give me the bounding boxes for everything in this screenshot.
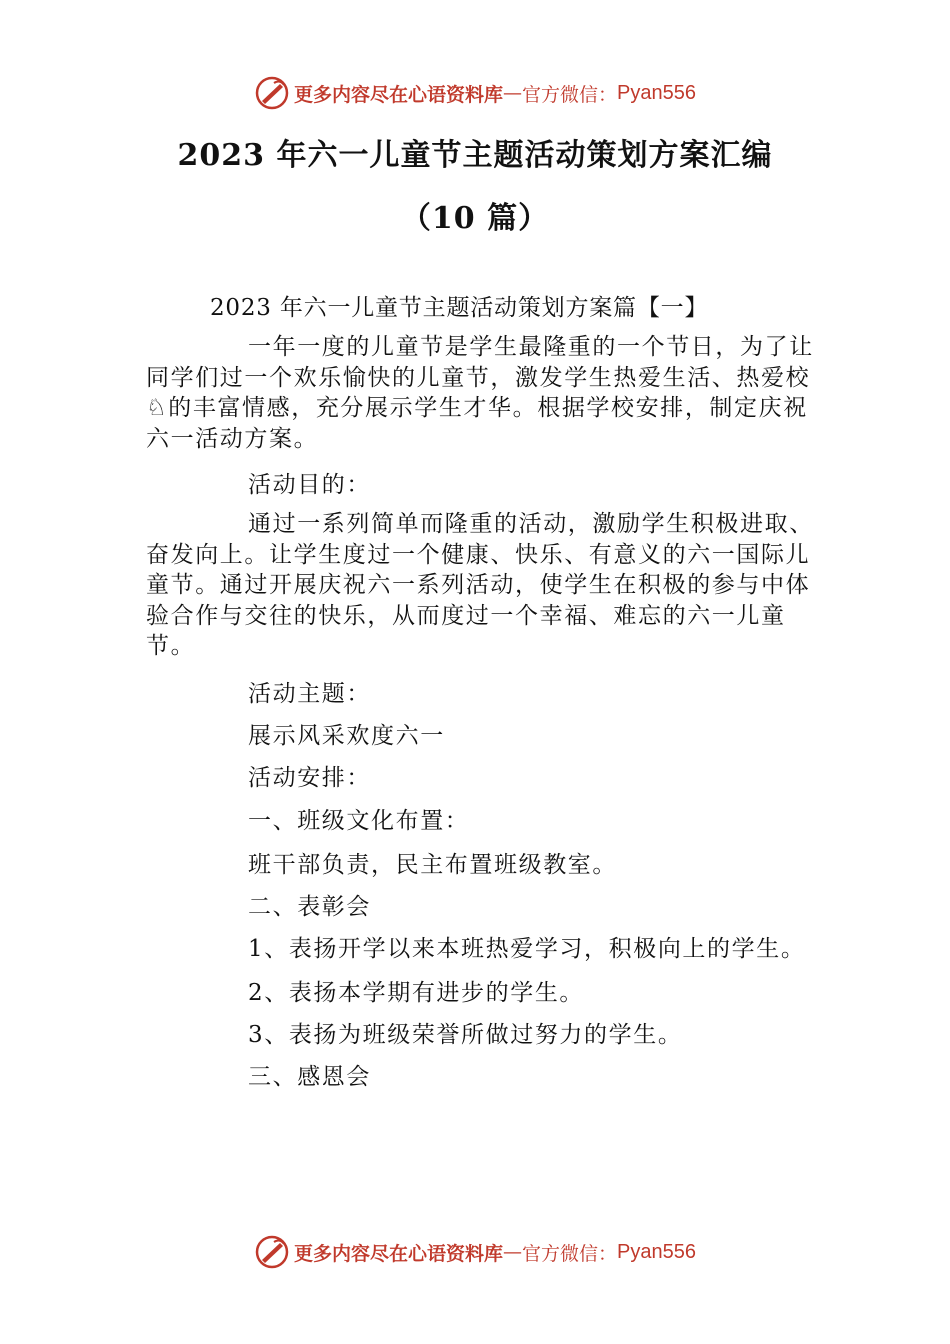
- list-item-1: 一、班级文化布置：: [248, 808, 470, 834]
- heading-theme: 活动主题：: [248, 681, 371, 707]
- list-item-2-3: 3、表扬为班级荣誉所做过努力的学生。: [248, 1022, 683, 1048]
- list-item-1-text: 班干部负责，民主布置班级教室。: [248, 852, 617, 878]
- banner-wechat-id: Pyan556: [617, 81, 696, 104]
- pen-circle-logo-icon: [254, 1234, 290, 1270]
- banner-wechat-label: 官方微信：: [522, 1242, 618, 1265]
- theme-text: 展示风采欢度六一: [248, 723, 445, 749]
- pen-circle-logo-icon: [254, 75, 290, 111]
- heading-arrange: 活动安排：: [248, 765, 371, 791]
- document-title: 2023 年六一儿童节主题活动策划方案汇编: [177, 138, 773, 173]
- list-item-2-1: 1、表扬开学以来本班热爱学习，积极向上的学生。: [248, 936, 806, 962]
- paragraph-goal: 通过一系列简单而隆重的活动，激励学生积极进取、奋发向上。让学生度过一个健康、快乐、有意义的六一国际儿童节。通过开展庆祝六一系列活动，使学生在积极的参与中体验合作与交往的快乐，从而度过一个幸福、难忘的六一儿童节。: [146, 511, 814, 659]
- document-subtitle: （10 篇）: [400, 201, 550, 236]
- banner-source-text: 更多内容尽在心语资料库: [294, 83, 504, 106]
- banner-dash: —: [503, 1241, 523, 1263]
- heading-goal: 活动目的：: [248, 472, 371, 498]
- banner-wechat-id: Pyan556: [617, 1240, 696, 1263]
- paragraph-intro: 一年一度的儿童节是学生最隆重的一个节日，为了让同学们过一个欢乐愉快的儿童节，激发学生热爱生活、热爱校♘的丰富情感，充分展示学生才华。根据学校安排，制定庆祝六一活动方案。: [146, 334, 814, 452]
- list-item-3: 三、感恩会: [248, 1064, 371, 1090]
- banner-wechat-label: 官方微信：: [522, 83, 618, 106]
- header-banner: [0, 73, 950, 113]
- list-item-2-2: 2、表扬本学期有进步的学生。: [248, 980, 585, 1006]
- footer-banner: [0, 1232, 950, 1272]
- section-title: 2023 年六一儿童节主题活动策划方案篇【一】: [210, 295, 709, 321]
- list-item-2: 二、表彰会: [248, 894, 371, 920]
- banner-dash: —: [503, 82, 523, 104]
- banner-source-text: 更多内容尽在心语资料库: [294, 1242, 504, 1265]
